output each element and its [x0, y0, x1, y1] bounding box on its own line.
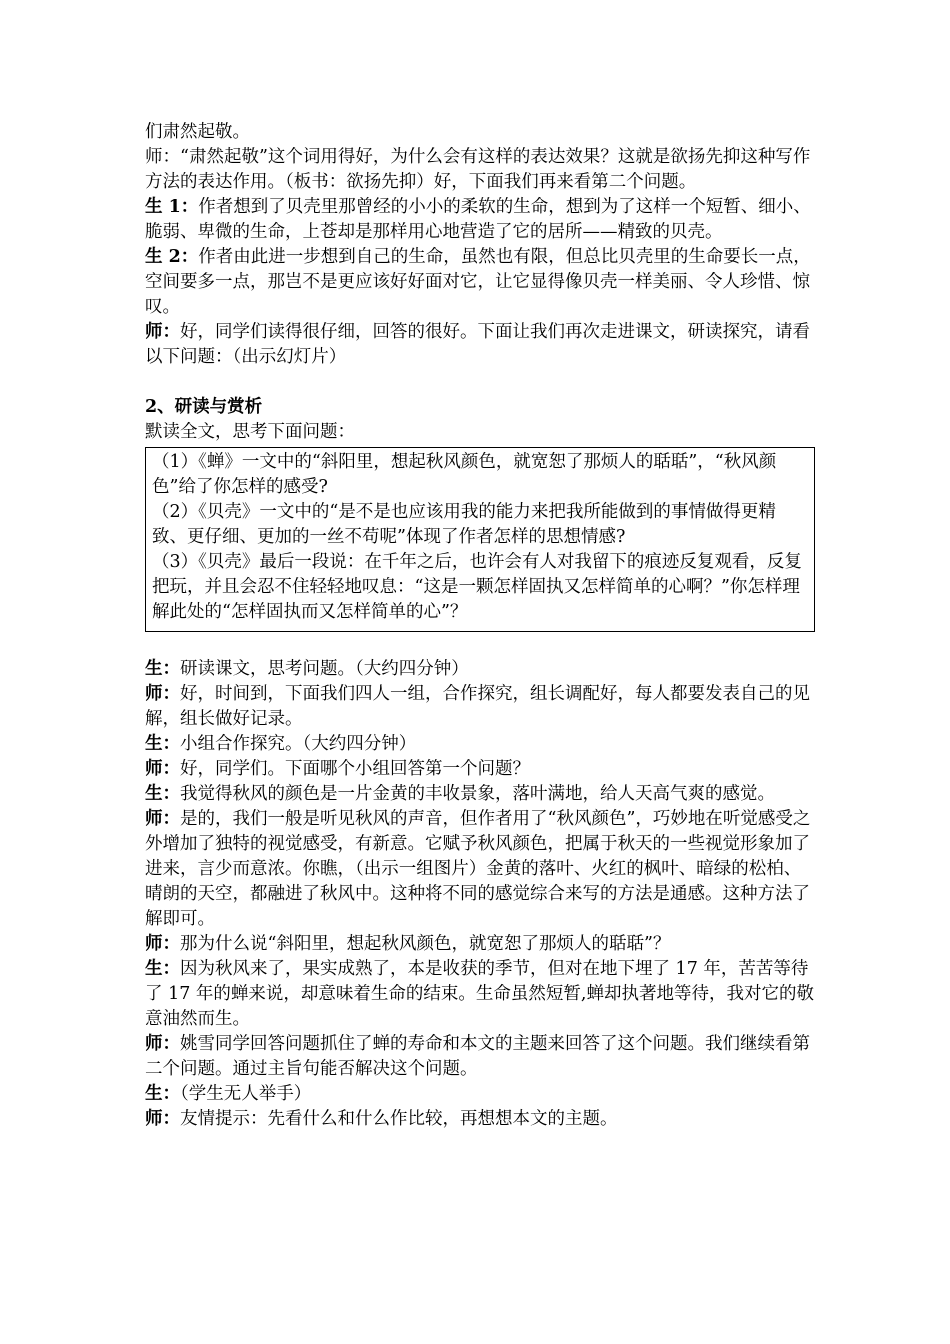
speaker-label: 师：	[145, 322, 180, 342]
speaker-label: 师：	[145, 809, 180, 829]
paragraph	[145, 1107, 815, 1132]
paragraph	[145, 1032, 815, 1082]
paragraph	[145, 732, 815, 757]
paragraph	[145, 807, 815, 932]
paragraph-text: 好，同学们。下面哪个小组回答第一个问题？	[180, 759, 530, 779]
paragraph-text: 是的，我们一般是听见秋风的声音，但作者用了“秋风颜色”，巧妙地在听觉感受之外增加了独特的视觉感受，有新意。它赋予秋风颜色，把属于秋天的一些视觉形象加了进来，言少而意浓。你瞧，（出示一组图片）金黄的落叶、火红的枫叶、暗绿的松柏、晴朗的天空，都融进了秋风中。这种将不同的感觉综合来写的方法是通感。这种方法了解即可。	[145, 809, 811, 929]
speaker-label: 生：	[145, 959, 180, 979]
paragraph	[145, 782, 815, 807]
paragraph-text: 作者由此进一步想到自己的生命，虽然也有限，但总比贝壳里的生命要长一点，空间要多一点，那岂不是更应该好好面对它，让它显得像贝壳一样美丽、令人珍惜、惊叹。	[145, 247, 811, 317]
question-box	[145, 447, 815, 632]
section-intro: 默读全文，思考下面问题：	[145, 422, 355, 442]
speaker-label: 师：	[145, 1034, 180, 1054]
paragraph	[145, 195, 815, 245]
question-item: （3）《贝壳》最后一段说：在千年之后，也许会有人对我留下的痕迹反复观看，反复把玩，并且会忍不住轻轻地叹息：“这是一颗怎样固执又怎样简单的心啊？”你怎样理解此处的“怎样固执而又怎样简单的心”？	[152, 552, 802, 622]
paragraph-text: 好，同学们读得很仔细，回答的很好。下面让我们再次走进课文，研读探究，请看以下问题：（出示幻灯片）	[145, 322, 810, 367]
paragraph-text: 好，时间到，下面我们四人一组，合作探究，组长调配好，每人都要发表自己的见解，组长做好记录。	[145, 684, 810, 729]
speaker-label: 生：	[145, 659, 180, 679]
paragraph-text: 友情提示：先看什么和什么作比较，再想想本文的主题。	[180, 1109, 618, 1129]
paragraph-text: 我觉得秋风的颜色是一片金黄的丰收景象，落叶满地，给人天高气爽的感觉。	[180, 784, 775, 804]
paragraph-text: 研读课文，思考问题。（大约四分钟）	[180, 659, 469, 679]
blank-line	[145, 632, 815, 657]
paragraph	[145, 682, 815, 732]
speaker-label: 师：	[145, 759, 180, 779]
paragraph	[145, 957, 815, 1032]
speaker-label: 师：	[145, 934, 180, 954]
paragraph-text: 小组合作探究。（大约四分钟）	[180, 734, 417, 754]
paragraph	[145, 932, 815, 957]
paragraph	[145, 145, 815, 195]
speaker-label: 生 1：	[145, 197, 199, 217]
paragraph-text: 作者想到了贝壳里那曾经的小小的柔软的生命，想到为了这样一个短暂、细小、脆弱、卑微的生命，上苍却是那样用心地营造了它的居所——精致的贝壳。	[145, 197, 811, 242]
document-page	[145, 120, 815, 1132]
speaker-label: 生：	[145, 784, 180, 804]
paragraph-text: 们肃然起敬。	[145, 122, 250, 142]
paragraph	[145, 757, 815, 782]
paragraph	[145, 120, 815, 145]
paragraph	[145, 320, 815, 370]
paragraph-text: 姚雪同学回答问题抓住了蝉的寿命和本文的主题来回答了这个问题。我们继续看第二个问题。通过主旨句能否解决这个问题。	[145, 1034, 810, 1079]
speaker-label: 师：	[145, 684, 180, 704]
paragraph	[145, 657, 815, 682]
paragraph-text: 那为什么说“斜阳里，想起秋风颜色，就宽恕了那烦人的聒聒”？	[180, 934, 671, 954]
paragraph	[145, 245, 815, 320]
speaker-label: 生：	[145, 1084, 180, 1104]
question-item: （1）《蝉》一文中的“斜阳里，想起秋风颜色，就宽恕了那烦人的聒聒”，“秋风颜色”给了你怎样的感受?	[152, 452, 777, 497]
blank-line	[145, 370, 815, 395]
paragraph-text: 师：“肃然起敬”这个词用得好，为什么会有这样的表达效果？这就是欲扬先抑这种写作方法的表达作用。（板书：欲扬先抑）好，下面我们再来看第二个问题。	[145, 147, 811, 192]
section-heading: 2、研读与赏析	[145, 397, 263, 417]
paragraph-text: 因为秋风来了，果实成熟了，本是收获的季节，但对在地下埋了 17 年，苦苦等待了 17 年的蝉来说，却意味着生命的结束。生命虽然短暂,蝉却执著地等待，我对它的敬意油然而生。	[145, 959, 814, 1029]
speaker-label: 生 2：	[145, 247, 199, 267]
speaker-label: 师：	[145, 1109, 180, 1129]
question-item: （2）《贝壳》一文中的“是不是也应该用我的能力来把我所能做到的事情做得更精致、更仔细、更加的一丝不苟呢”体现了作者怎样的思想情感?	[152, 502, 776, 547]
paragraph-text: （学生无人举手）	[180, 1084, 312, 1104]
paragraph	[145, 1082, 815, 1107]
speaker-label: 生：	[145, 734, 180, 754]
